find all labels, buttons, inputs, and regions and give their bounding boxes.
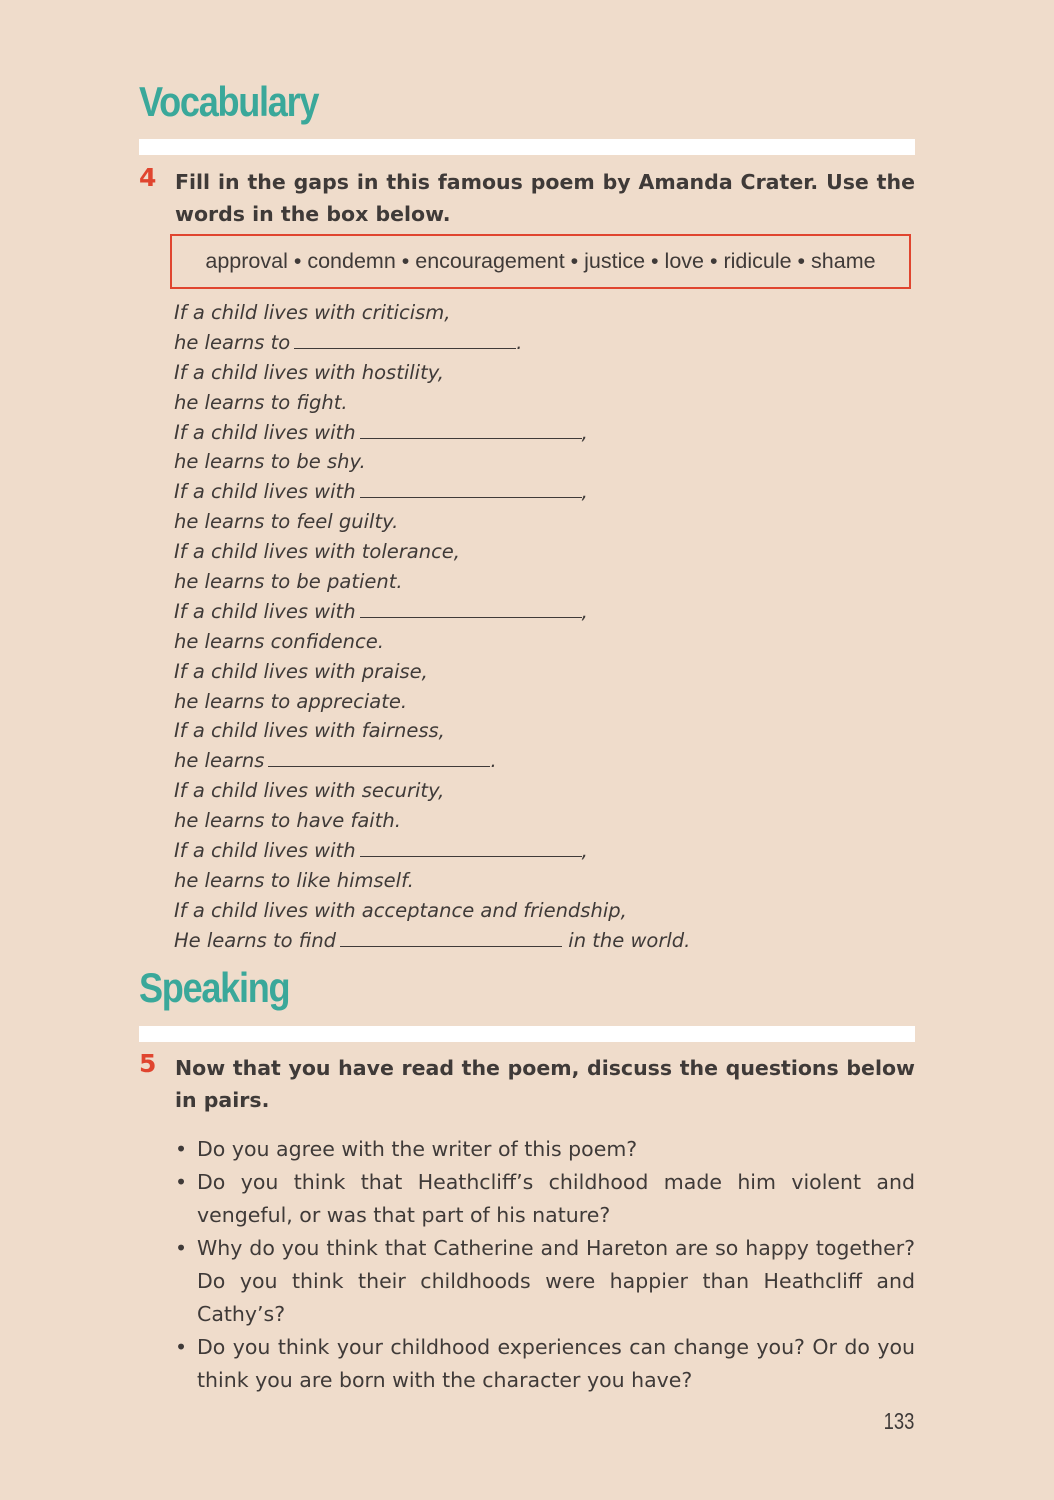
poem-line: [174, 687, 690, 717]
fill-in-gap[interactable]: [360, 496, 582, 498]
exercise-number: 4: [139, 163, 157, 192]
poem-line-text: If a child lives with praise,: [174, 659, 428, 683]
poem-line: [174, 358, 690, 388]
question-item: • Why do you think that Catherine and Hareton are so happy together? Do you think their childhoods were happier than Heathcliff and Cathy’s?: [175, 1232, 915, 1331]
poem-line-ending: ,: [581, 599, 588, 623]
poem-line: [174, 746, 690, 776]
fill-in-gap[interactable]: [360, 616, 582, 618]
poem-line: [174, 447, 690, 477]
poem-line: [174, 806, 690, 836]
poem: [174, 298, 690, 956]
vocabulary-heading: Vocabulary: [139, 78, 319, 125]
exercise-instruction: Now that you have read the poem, discuss the questions below in pairs.: [175, 1056, 915, 1112]
poem-line-ending: .: [490, 749, 497, 773]
fill-in-gap[interactable]: [360, 855, 582, 857]
poem-line: [174, 597, 690, 627]
poem-line: [174, 896, 690, 926]
poem-line-text: he learns to feel guilty.: [174, 510, 399, 534]
poem-line-text: If a child lives with hostility,: [174, 360, 444, 384]
poem-line: [174, 507, 690, 537]
poem-line-text: If a child lives with: [174, 839, 356, 863]
vocabulary-heading-bar: [139, 139, 915, 155]
poem-line-ending: in the world.: [562, 928, 691, 952]
exercise-number: 5: [139, 1049, 157, 1078]
fill-in-gap[interactable]: [360, 437, 582, 439]
poem-line-text: he learns to like himself.: [174, 868, 414, 892]
poem-line-ending: .: [516, 330, 523, 354]
poem-line: [174, 657, 690, 687]
poem-line-text: he learns to have faith.: [174, 809, 401, 833]
poem-line: [174, 418, 690, 448]
poem-line: [174, 537, 690, 567]
fill-in-gap[interactable]: [268, 765, 490, 767]
fill-in-gap[interactable]: [294, 347, 516, 349]
poem-line: [174, 388, 690, 418]
poem-line-text: he learns to fight.: [174, 390, 348, 414]
poem-line-text: If a child lives with fairness,: [174, 719, 445, 743]
exercise-4: [139, 163, 915, 230]
poem-line: [174, 926, 690, 956]
poem-line: [174, 866, 690, 896]
poem-line: [174, 716, 690, 746]
page-number: 133: [883, 1408, 914, 1434]
poem-line-ending: ,: [581, 420, 588, 444]
poem-line-text: If a child lives with: [174, 599, 356, 623]
poem-line-text: he learns to appreciate.: [174, 689, 408, 713]
fill-in-gap[interactable]: [340, 945, 562, 947]
poem-line-text: If a child lives with criticism,: [174, 301, 451, 324]
poem-line-text: he learns: [174, 749, 265, 773]
poem-line: [174, 567, 690, 597]
poem-line: [174, 627, 690, 657]
poem-line: [174, 776, 690, 806]
poem-line-ending: ,: [581, 480, 588, 504]
question-item: • Do you think that Heathcliff’s childhood made him violent and vengeful, or was that part of his nature?: [175, 1166, 915, 1232]
poem-line-text: he learns to be patient.: [174, 570, 403, 594]
poem-line-ending: ,: [581, 839, 588, 863]
poem-line: [174, 328, 690, 358]
discussion-questions: [175, 1133, 915, 1397]
speaking-heading: Speaking: [139, 964, 290, 1011]
poem-line-text: If a child lives with: [174, 420, 356, 444]
poem-line-text: If a child lives with tolerance,: [174, 540, 460, 564]
poem-line-text: He learns to find: [174, 928, 337, 952]
exercise-5: [139, 1049, 915, 1116]
poem-line-text: If a child lives with acceptance and friendship,: [174, 898, 627, 922]
poem-line-text: he learns to: [174, 330, 291, 354]
poem-line-text: he learns confidence.: [174, 629, 384, 653]
question-item: • Do you agree with the writer of this poem?: [175, 1133, 915, 1166]
poem-line: [174, 836, 690, 866]
word-box: approval • condemn • encouragement • justice • love • ridicule • shame: [170, 234, 911, 289]
question-item: • Do you think your childhood experiences can change you? Or do you think you are born with the character you have?: [175, 1331, 915, 1397]
speaking-heading-bar: [139, 1026, 915, 1042]
poem-line: [174, 298, 690, 328]
poem-line-text: he learns to be shy.: [174, 450, 366, 474]
poem-line-text: If a child lives with security,: [174, 779, 445, 803]
poem-line-text: If a child lives with: [174, 480, 356, 504]
poem-line: [174, 477, 690, 507]
exercise-instruction: Fill in the gaps in this famous poem by Amanda Crater. Use the words in the box below.: [175, 170, 915, 226]
